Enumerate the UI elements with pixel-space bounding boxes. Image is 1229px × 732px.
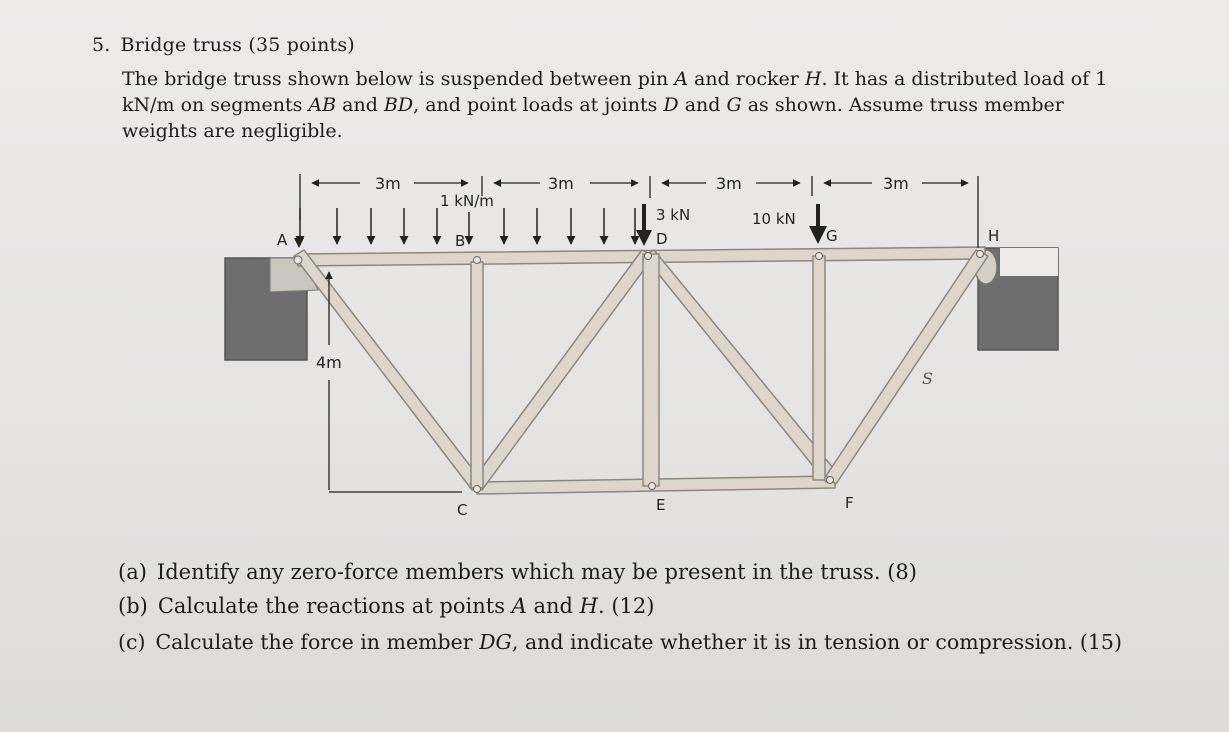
distributed-load-label: 1 kN/m [440, 192, 494, 210]
question-b [118, 594, 654, 618]
question-c-var: DG [479, 630, 512, 654]
statement-text: , and point loads at joints [413, 94, 664, 116]
member-GF [813, 256, 825, 480]
question-c [118, 630, 1122, 654]
statement-var: G [726, 94, 742, 116]
left-support [225, 258, 318, 360]
point-load-G-arrow [809, 204, 827, 244]
question-a-text: Identify any zero-force members which may be present in the truss. (8) [156, 560, 917, 584]
pencil-mark: S [922, 369, 933, 388]
statement-var: A [674, 68, 688, 90]
question-c-label: (c) [118, 630, 146, 654]
question-b-var: H [579, 594, 598, 618]
truss-members [294, 247, 988, 494]
question-b-text: and [526, 594, 580, 618]
span-dimensions [300, 174, 978, 248]
statement-text: and [678, 94, 727, 116]
dim-label-1: 3m [375, 174, 401, 193]
joint-label-E: E [656, 496, 666, 514]
statement-var: H [804, 68, 822, 90]
statement-text: and [336, 94, 384, 116]
joint-label-B: B [455, 232, 466, 250]
statement-var: BD [383, 94, 414, 116]
dim-label-2: 3m [548, 174, 574, 193]
member-DF [644, 250, 838, 482]
member-DE [643, 254, 659, 486]
question-b-text: Calculate the reactions at points [157, 594, 512, 618]
point-load-D-label: 3 kN [656, 206, 691, 224]
member-FH [826, 250, 988, 484]
arrow-A-icon [294, 238, 304, 248]
question-a-label: (a) [118, 560, 147, 584]
joint-label-G: G [826, 227, 838, 245]
point-load-D-arrow [636, 204, 652, 246]
statement-var: D [663, 94, 679, 116]
distributed-load-arrows [300, 208, 635, 244]
question-b-text: . (12) [598, 594, 655, 618]
problem-number: 5. [92, 34, 111, 56]
question-c-text: , and indicate whether it is in tension or compression. (15) [511, 630, 1122, 654]
joint-label-H: H [988, 227, 1000, 245]
statement-text: as shown. Assume truss member weights are negligible. [122, 94, 1064, 142]
point-load-G-label: 10 kN [752, 210, 796, 228]
joint-label-D: D [656, 230, 668, 248]
statement-text: . It has a distributed load of 1 kN/m on segments [122, 68, 1108, 116]
question-c-text: Calculate the force in member [155, 630, 480, 654]
member-BC [471, 262, 483, 488]
dim-label-3: 3m [716, 174, 742, 193]
joint-label-A: A [277, 231, 288, 249]
question-a [118, 560, 917, 584]
statement-text: and rocker [688, 68, 805, 90]
right-support [975, 248, 1058, 350]
question-b-var: A [511, 594, 527, 618]
problem-title: Bridge truss (35 points) [120, 34, 355, 56]
question-b-label: (b) [118, 594, 148, 618]
statement-text: The bridge truss shown below is suspended between pin [122, 68, 675, 90]
joint-label-F: F [845, 494, 854, 512]
joint-label-C: C [457, 501, 468, 519]
dim-label-4: 3m [883, 174, 909, 193]
statement-var: AB [308, 94, 337, 116]
height-label: 4m [316, 353, 342, 372]
member-CD [470, 250, 654, 490]
